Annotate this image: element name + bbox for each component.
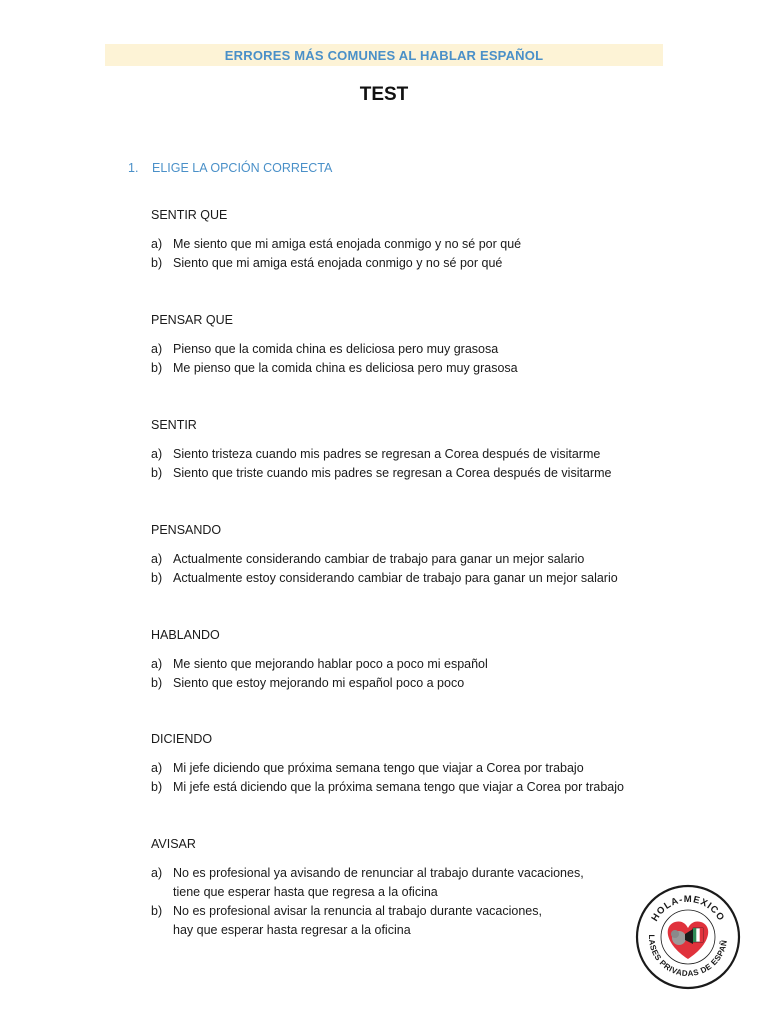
option-text: Me siento que mi amiga está enojada conmigo y no sé por qué	[173, 237, 522, 251]
section-title: DICIENDO	[151, 732, 213, 746]
option-letter: a)	[151, 237, 163, 251]
option-a	[151, 445, 651, 464]
header-banner	[105, 44, 663, 66]
option-letter: b)	[151, 466, 163, 480]
option-b	[151, 902, 651, 940]
question-section-pensar-que	[151, 311, 651, 378]
option-letter: a)	[151, 447, 163, 461]
stamp-bottom-text: LASES PRIVADAS DE ESPAÑ	[646, 934, 729, 979]
option-text: Siento que estoy mejorando mi español poco a poco	[173, 676, 465, 690]
option-text: No es profesional ya avisando de renunciar al trabajo durante vacaciones, tiene que esperar hasta que regresa a la oficina	[173, 866, 584, 899]
stamp-top-text: HOLA-MEXICO	[649, 893, 727, 924]
option-b	[151, 254, 651, 273]
option-letter: a)	[151, 657, 163, 671]
question-section-diciendo	[151, 730, 651, 797]
option-a	[151, 864, 651, 902]
option-letter: b)	[151, 904, 163, 918]
instruction-number: 1.	[128, 161, 139, 175]
section-title: HABLANDO	[151, 628, 220, 642]
section-title: PENSANDO	[151, 523, 222, 537]
option-letter: b)	[151, 361, 163, 375]
banner-title: ERRORES MÁS COMUNES AL HABLAR ESPAÑOL	[224, 47, 544, 63]
instruction	[128, 161, 332, 175]
option-letter: b)	[151, 676, 163, 690]
option-letter: a)	[151, 552, 163, 566]
option-text: Actualmente estoy considerando cambiar de trabajo para ganar un mejor salario	[173, 571, 618, 585]
question-section-pensando	[151, 521, 651, 588]
option-b	[151, 569, 651, 588]
option-a	[151, 655, 651, 674]
logo-stamp-icon	[635, 884, 741, 990]
option-letter: b)	[151, 256, 163, 270]
option-text: Mi jefe diciendo que próxima semana tengo que viajar a Corea por trabajo	[173, 761, 584, 775]
option-letter: b)	[151, 571, 163, 585]
question-section-sentir	[151, 416, 651, 483]
option-text: Siento que triste cuando mis padres se regresan a Corea después de visitarme	[173, 466, 612, 480]
page-title: TEST	[359, 84, 409, 105]
option-text: Mi jefe está diciendo que la próxima semana tengo que viajar a Corea por trabajo	[173, 780, 624, 794]
option-a	[151, 759, 651, 778]
option-text: No es profesional avisar la renuncia al trabajo durante vacaciones, hay que esperar hasta regresar a la oficina	[173, 904, 542, 937]
option-b	[151, 778, 651, 797]
option-b	[151, 359, 651, 378]
option-text: Actualmente considerando cambiar de trabajo para ganar un mejor salario	[173, 552, 585, 566]
option-text: Me siento que mejorando hablar poco a poco mi español	[173, 657, 488, 671]
instruction-text: ELIGE LA OPCIÓN CORRECTA	[152, 161, 333, 175]
section-title: PENSAR QUE	[151, 313, 233, 327]
section-title: AVISAR	[151, 837, 196, 851]
question-section-avisar	[151, 835, 651, 940]
option-letter: a)	[151, 342, 163, 356]
question-section-hablando	[151, 626, 651, 693]
section-title: SENTIR	[151, 418, 197, 432]
option-letter: a)	[151, 866, 163, 880]
option-letter: a)	[151, 761, 163, 775]
section-title: SENTIR QUE	[151, 208, 228, 222]
hola-mexico-logo	[635, 884, 741, 990]
option-a	[151, 550, 651, 569]
option-b	[151, 674, 651, 693]
option-text: Me pienso que la comida china es deliciosa pero muy grasosa	[173, 361, 518, 375]
option-a	[151, 235, 651, 254]
option-a	[151, 340, 651, 359]
option-text: Pienso que la comida china es deliciosa pero muy grasosa	[173, 342, 499, 356]
option-letter: b)	[151, 780, 163, 794]
option-b	[151, 464, 651, 483]
option-text: Siento que mi amiga está enojada conmigo y no sé por qué	[173, 256, 503, 270]
option-text: Siento tristeza cuando mis padres se regresan a Corea después de visitarme	[173, 447, 601, 461]
question-section-sentir-que	[151, 206, 651, 273]
